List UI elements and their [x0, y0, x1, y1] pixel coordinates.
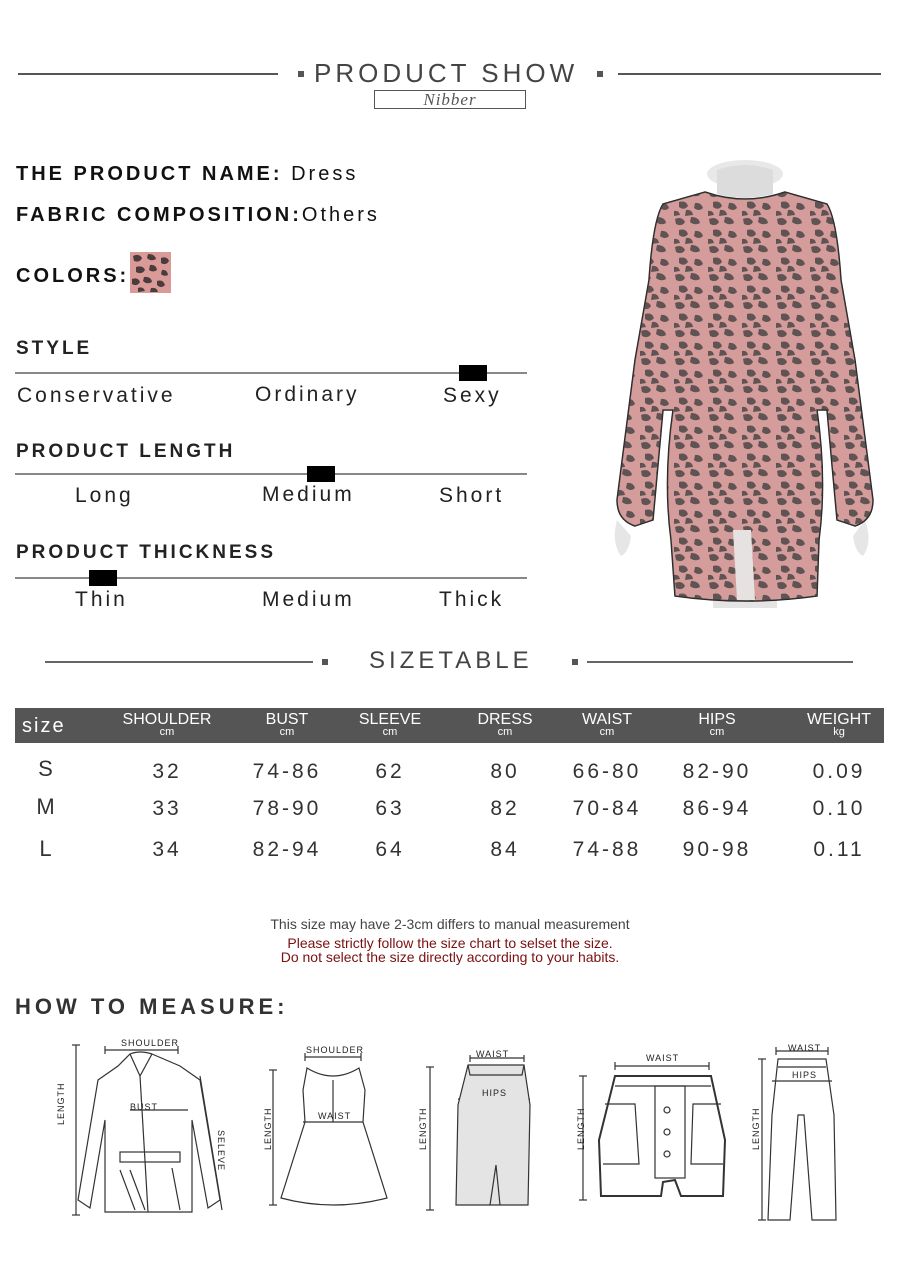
dim-bust-label: BUST: [130, 1102, 159, 1112]
sizetable-title: SIZETABLE: [369, 647, 533, 674]
length-scale-track: [15, 473, 527, 475]
thickness-scale-marker: [89, 570, 117, 586]
product-name-label: THE PRODUCT NAME:: [16, 163, 283, 185]
cell: 0.09: [812, 760, 866, 783]
sizetable-dot-right: [572, 659, 578, 665]
cell: 80: [490, 760, 520, 783]
note-follow-chart: Please strictly follow the size chart to selset the size.: [287, 935, 613, 951]
product-name-row: [16, 163, 358, 186]
cell: 66-80: [572, 760, 642, 783]
style-option-sexy: Sexy: [443, 384, 502, 407]
size-header-label: size: [22, 715, 66, 737]
thickness-title: PRODUCT THICKNESS: [16, 542, 277, 563]
col-sleeve: SLEEVE cm: [358, 711, 422, 738]
sizetable-dot-left: [322, 659, 328, 665]
dim-length-label-pants: LENGTH: [751, 1107, 761, 1150]
cell: 86-94: [682, 797, 752, 820]
dim-waist-label-skirt: WAIST: [476, 1049, 510, 1059]
cell: 90-98: [682, 838, 752, 861]
header-dot-left: [298, 71, 304, 77]
cell: 74-88: [572, 838, 642, 861]
how-to-measure-title: HOW TO MEASURE:: [15, 994, 289, 1019]
thickness-option-thin: Thin: [75, 588, 128, 611]
cell: 82-90: [682, 760, 752, 783]
dress-diagram: [265, 1050, 395, 1210]
dim-length-label-shorts: LENGTH: [576, 1107, 586, 1150]
style-scale-marker: [459, 365, 487, 381]
thickness-option-medium: Medium: [262, 588, 355, 611]
dim-waist-label-dress: WAIST: [318, 1111, 352, 1121]
cell: 0.10: [812, 797, 866, 820]
product-photo: [605, 160, 885, 610]
cell: 63: [375, 797, 405, 820]
page-title: PRODUCT SHOW: [314, 58, 579, 88]
cell: 33: [152, 797, 182, 820]
cell: 64: [375, 838, 405, 861]
cell: 62: [375, 760, 405, 783]
sizetable-rule-left: [45, 661, 313, 663]
product-name-value: Dress: [291, 163, 359, 185]
dim-selve-label: SELEVE: [216, 1130, 226, 1172]
col-bust: BUST cm: [265, 711, 309, 738]
row-size: M: [36, 794, 58, 819]
header-dot-right: [597, 71, 603, 77]
colors-label: COLORS:: [16, 265, 130, 287]
col-waist: WAIST cm: [581, 711, 633, 738]
cell: 70-84: [572, 797, 642, 820]
dim-length-label-skirt: LENGTH: [418, 1107, 428, 1150]
shorts-diagram: [575, 1060, 735, 1205]
dim-waist-label-shorts: WAIST: [646, 1053, 680, 1063]
dim-hips-label-skirt: HIPS: [482, 1088, 508, 1098]
note-habits: Do not select the size directly according to your habits.: [280, 949, 620, 965]
note-measurement: This size may have 2-3cm differs to manual measurement: [270, 916, 630, 932]
jacket-diagram: [60, 1040, 240, 1220]
cell: 82: [490, 797, 520, 820]
row-size: L: [39, 836, 55, 861]
header-rule-left: [18, 73, 278, 75]
cell: 0.11: [813, 838, 865, 861]
cell: 82-94: [252, 838, 322, 861]
row-size: S: [38, 756, 56, 781]
dim-length-label: LENGTH: [56, 1082, 66, 1125]
col-weight: WEIGHT kg: [807, 711, 871, 738]
length-option-short: Short: [439, 484, 505, 507]
style-scale-track: [15, 372, 527, 374]
length-option-medium: Medium: [262, 483, 355, 506]
dim-hips-label-pants: HIPS: [792, 1070, 818, 1080]
fabric-row: [16, 204, 380, 227]
style-title: STYLE: [16, 338, 93, 359]
length-scale-marker: [307, 466, 335, 482]
sizetable-rule-right: [587, 661, 853, 663]
dim-waist-label-pants: WAIST: [788, 1043, 822, 1053]
col-dress: DRESS cm: [477, 711, 533, 738]
skirt-diagram: [420, 1055, 540, 1215]
color-swatch-leopard[interactable]: [130, 252, 171, 293]
cell: 84: [490, 838, 520, 861]
thickness-option-thick: Thick: [439, 588, 505, 611]
dim-shoulder-label: SHOULDER: [121, 1038, 180, 1048]
fabric-label: FABRIC COMPOSITION:: [16, 204, 302, 226]
cell: 34: [152, 838, 182, 861]
col-hips: HIPS cm: [698, 711, 736, 738]
cell: 74-86: [252, 760, 322, 783]
style-option-ordinary: Ordinary: [255, 383, 360, 406]
fabric-value: Others: [301, 204, 380, 226]
dim-length-label-dress: LENGTH: [263, 1107, 273, 1150]
length-option-long: Long: [75, 484, 134, 507]
header-rule-right: [618, 73, 881, 75]
col-shoulder: SHOULDER cm: [122, 711, 212, 738]
length-title: PRODUCT LENGTH: [16, 441, 236, 462]
style-option-conservative: Conservative: [17, 384, 176, 407]
cell: 32: [152, 760, 182, 783]
dim-shoulder-label-dress: SHOULDER: [306, 1045, 365, 1055]
cell: 78-90: [252, 797, 322, 820]
brand-label: Nibber: [374, 90, 526, 109]
